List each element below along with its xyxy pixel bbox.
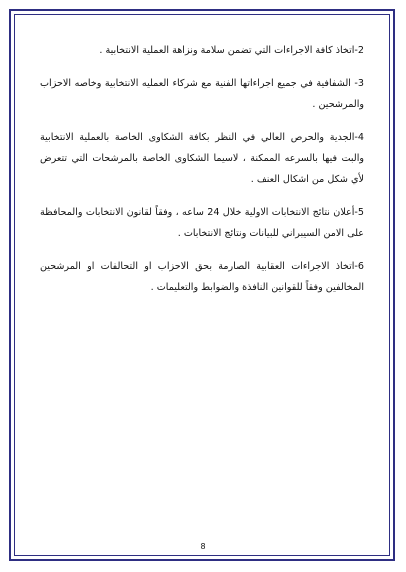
list-item: 3- الشفافية في جميع اجراءاتها الفنية مع شركاء العمليه الانتخابية وخاصه الاحزاب والمرشحين . (40, 78, 364, 110)
list-item: 4-الجدية والحرص العالي في النظر بكافة الشكاوى الخاصة بالعملية الانتخابية والبت فيها بالسرعه الممكنة ، لاسيما الشكاوى الخاصة بالمرشحات التي تتعرض لأي شكل من اشكال العنف . (40, 132, 364, 185)
list-item: 2-اتخاذ كافة الاجراءات التي تضمن سلامة ونزاهة العملية الانتخابية . (99, 45, 364, 56)
list-item: 6-اتخاذ الاجراءات العقابية الصارمة بحق الاحزاب او التحالفات او المرشحين المخالفين وفقاً للقوانين النافذة والضوابط والتعليمات . (40, 261, 364, 293)
document-body (40, 40, 364, 310)
page-number: 8 (200, 542, 206, 551)
list-item: 5-أعلان نتائج الانتخابات الاولية خلال 24 ساعه ، وفقاً لقانون الانتخابات والمحافظة على الامن السيبراني للبيانات ونتائج الانتخابات . (40, 207, 365, 239)
